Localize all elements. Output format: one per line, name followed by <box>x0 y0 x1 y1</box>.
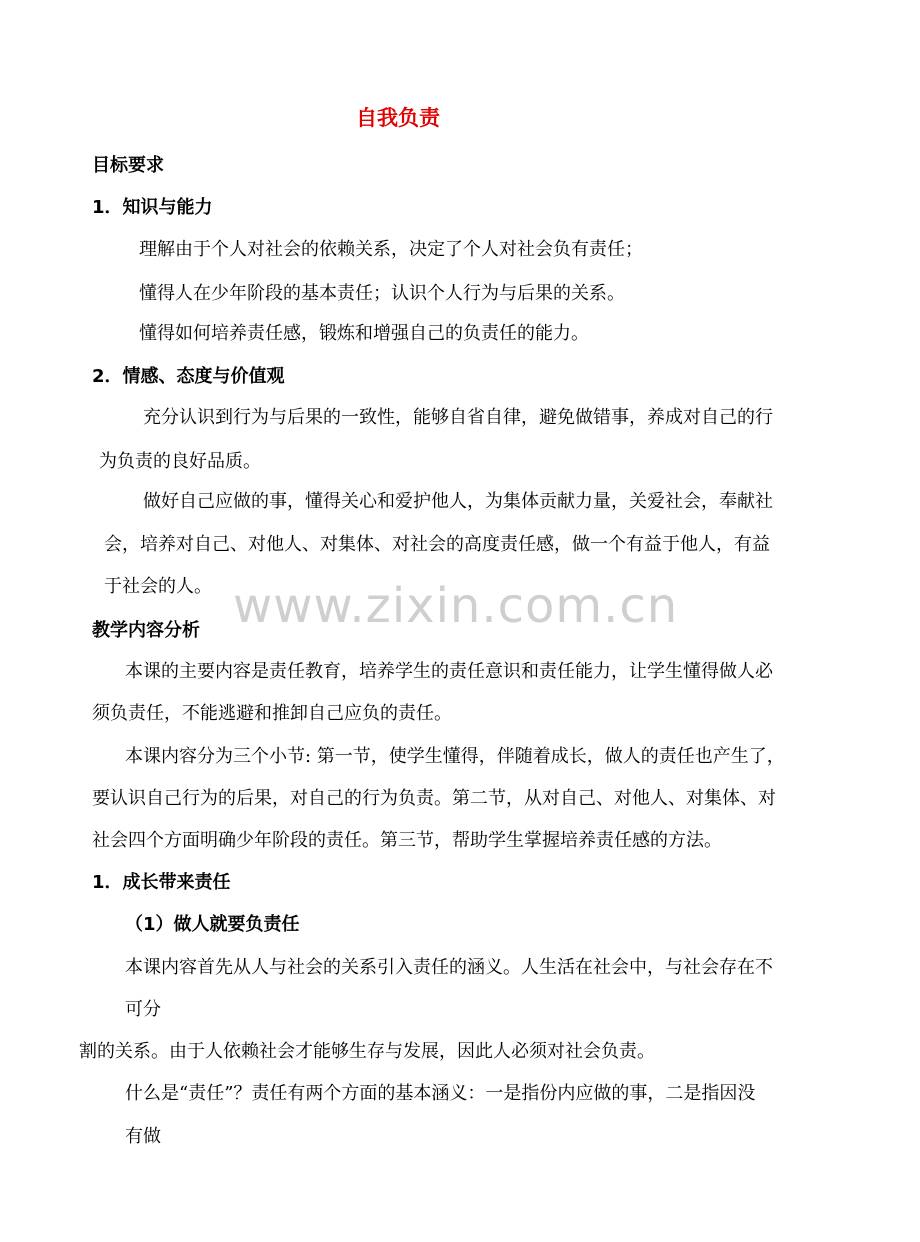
watermark: www.zixin.com.cn <box>233 578 679 634</box>
heading-emotion: 2．情感、态度与价值观 <box>92 366 285 387</box>
document-title: 自我负责 <box>356 105 440 130</box>
paragraph-line: 做好自己应做的事，懂得关心和爱护他人，为集体贡献力量，关爱社会，奉献社 <box>143 491 773 512</box>
paragraph-line: 懂得人在少年阶段的基本责任；认识个人行为与后果的关系。 <box>139 283 625 304</box>
heading-analysis: 教学内容分析 <box>92 620 200 641</box>
paragraph-line: 须负责任，不能逃避和推卸自己应负的责任。 <box>92 703 452 724</box>
paragraph-line: 懂得如何培养责任感，锻炼和增强自己的负责任的能力。 <box>139 323 589 344</box>
heading-goals: 目标要求 <box>92 155 164 176</box>
paragraph-line: 会，培养对自己、对他人、对集体、对社会的高度责任感，做一个有益于他人，有益 <box>104 534 770 555</box>
paragraph-line: 可分 <box>125 999 161 1020</box>
heading-growth: 1．成长带来责任 <box>92 872 231 893</box>
paragraph-line: 有做 <box>125 1126 161 1147</box>
paragraph-line: 社会四个方面明确少年阶段的责任。第三节，帮助学生掌握培养责任感的方法。 <box>92 830 722 851</box>
heading-subsection: （1）做人就要负责任 <box>125 914 300 935</box>
paragraph-line: 理解由于个人对社会的依赖关系，决定了个人对社会负有责任； <box>139 239 643 260</box>
paragraph-line: 于社会的人。 <box>104 576 212 597</box>
paragraph-line: 要认识自己行为的后果，对自己的行为负责。第二节，从对自己、对他人、对集体、对 <box>92 788 776 809</box>
paragraph-line: 本课内容分为三个小节: 第一节，使学生懂得，伴随着成长，做人的责任也产生了， <box>125 746 785 767</box>
heading-knowledge: 1．知识与能力 <box>92 197 213 218</box>
paragraph-line: 什么是“责任”？责任有两个方面的基本涵义：一是指份内应做的事，二是指因没 <box>125 1083 756 1104</box>
paragraph-line: 充分认识到行为与后果的一致性，能够自省自律，避免做错事，养成对自己的行 <box>143 407 773 428</box>
paragraph-line: 割的关系。由于人依赖社会才能够生存与发展，因此人必须对社会负责。 <box>79 1041 655 1062</box>
paragraph-line: 为负责的良好品质。 <box>99 451 261 472</box>
paragraph-line: 本课的主要内容是责任教育，培养学生的责任意识和责任能力，让学生懂得做人必 <box>125 661 773 682</box>
paragraph-line: 本课内容首先从人与社会的关系引入责任的涵义。人生活在社会中，与社会存在不 <box>125 957 773 978</box>
